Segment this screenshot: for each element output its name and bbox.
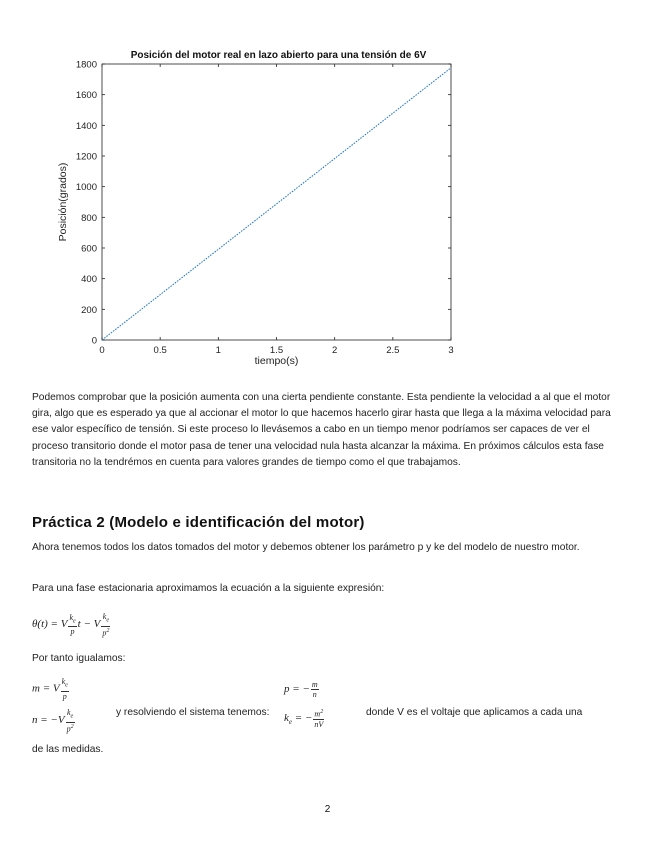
y-tick-label: 1200 <box>75 151 97 163</box>
y-tick-label: 1800 <box>75 59 97 71</box>
position-chart <box>0 0 655 380</box>
x-tick-label: 3 <box>448 345 454 356</box>
x-tick-label: 2 <box>332 345 338 356</box>
y-tick-label: 1600 <box>75 90 97 102</box>
x-tick-label: 1.5 <box>269 345 284 356</box>
x-tick-label: 2.5 <box>386 345 400 356</box>
equation-m: m = V $\frac{k_e}{p}$ <box>32 677 68 701</box>
paragraph-intro: Ahora tenemos todos los datos tomados del motor y debemos obtener los parámetro p y ke del modelo de nuestro motor. <box>32 542 580 553</box>
y-tick-label: 600 <box>81 243 97 255</box>
y-tick-label: 0 <box>91 335 97 347</box>
y-tick-label: 1400 <box>75 120 97 132</box>
equation-theta: θ(t) = V $\frac{k_e}{p}$ t − V $\frac{k_e}{p^2}$ <box>32 612 110 638</box>
x-tick-label: 0 <box>99 345 105 356</box>
y-tick-label: 200 <box>81 304 97 316</box>
equation-p: p = − $\frac{m}{n}$ <box>284 680 318 699</box>
paragraph-measures: de las medidas. <box>32 744 104 755</box>
paragraph-voltage: donde V es el voltaje que aplicamos a cada una <box>366 707 583 718</box>
chart-title: Posición del motor real en lazo abierto para una tensión de 6V <box>130 50 427 61</box>
equation-ke: $k_e$ = − $\frac{m^2}{nV}$ <box>284 709 324 729</box>
paragraph-equate: Por tanto igualamos: <box>32 653 126 664</box>
page-number: 2 <box>324 804 331 815</box>
paragraph-stationary: Para una fase estacionaria aproximamos la ecuación a la siguiente expresión: <box>32 583 385 594</box>
y-tick-label: 800 <box>81 212 97 224</box>
section-heading: Práctica 2 (Modelo e identificación del motor) <box>32 514 365 531</box>
y-axis-label: Posición(grados) <box>57 162 69 242</box>
paragraph-analysis: Podemos comprobar que la posición aumenta con una cierta pendiente constante. Esta pendiente la velocidad a al que el motor gira, algo que es esperado ya que al accionar el motor lo que hacemos hacerlo girar hasta que llega a la máxima velocidad para ese valor específico de tensión. Si este proceso lo llevásemos a cabo en un tiempo menor podríamos ser capaces de ver el proceso transitorio donde el motor pasa de tener una velocidad nula hasta alcanzar la máxima. En próximos cálculos esta fase transitoria no la tendrémos en cuenta para valores grandes de tiempo como el que trabajamos. <box>32 392 611 468</box>
equation-n: n = −V $\frac{k_e}{p^2}$ <box>32 708 74 734</box>
y-tick-label: 400 <box>81 274 97 286</box>
x-tick-label: 0.5 <box>153 345 167 356</box>
y-tick-label: 1000 <box>75 182 97 194</box>
x-tick-label: 1 <box>215 345 221 356</box>
paragraph-solve: y resolviendo el sistema tenemos: <box>116 707 270 718</box>
x-axis-label: tiempo(s) <box>254 355 299 367</box>
plot-area <box>102 64 451 340</box>
